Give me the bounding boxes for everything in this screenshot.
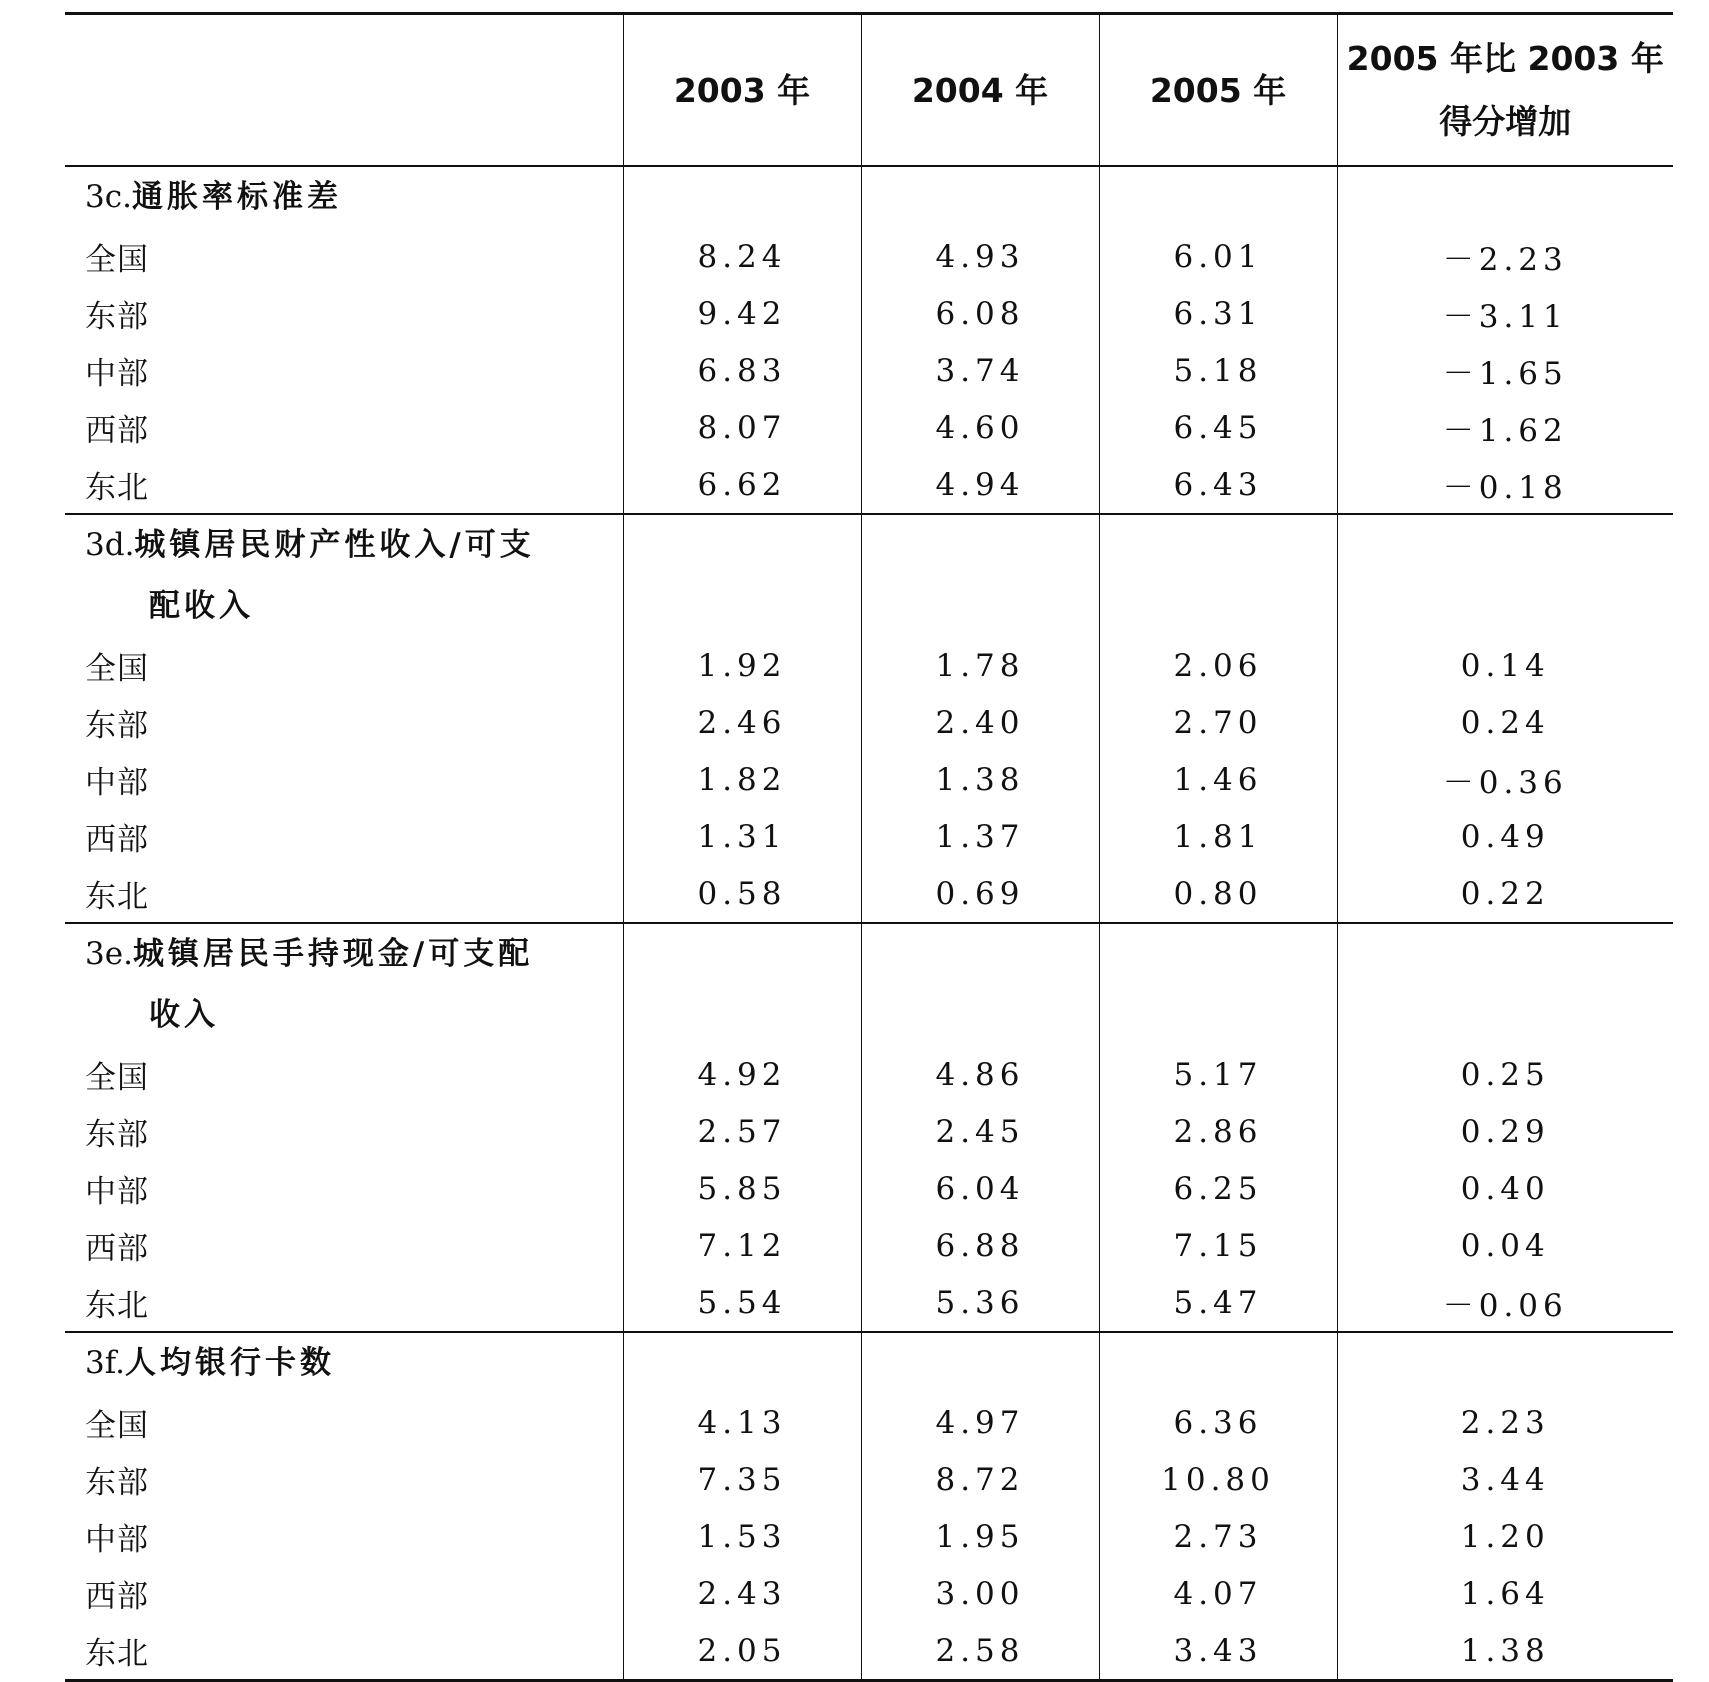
section-title-line1: 城镇居民财产性收入/可支 [134, 527, 535, 563]
value-2005: 3.43 [1099, 1622, 1337, 1681]
empty-cell [623, 923, 861, 1046]
value-2003: 1.82 [623, 751, 861, 808]
value-2005: 6.36 [1099, 1394, 1337, 1451]
section-title-line2: 收入 [149, 997, 219, 1033]
empty-cell [1337, 166, 1673, 228]
row-label: 东北 [65, 1274, 623, 1332]
table-row [65, 865, 1673, 923]
table-row [65, 1103, 1673, 1160]
table-row [65, 399, 1673, 456]
value-diff: 0.29 [1337, 1103, 1673, 1160]
value-diff: －1.62 [1337, 399, 1673, 456]
row-label: 全国 [85, 1060, 149, 1096]
row-label: 全国 [85, 1408, 149, 1444]
value-2004: 8.72 [861, 1451, 1099, 1508]
value-2003: 2.43 [623, 1565, 861, 1622]
value-diff: 1.64 [1337, 1565, 1673, 1622]
value-2003: 8.24 [623, 228, 861, 285]
table-row [65, 1274, 1673, 1332]
row-label: 西部 [85, 1579, 149, 1615]
header-2003: 2003 年 [623, 14, 861, 167]
value-2003: 4.92 [623, 1046, 861, 1103]
value-diff: －1.65 [1337, 342, 1673, 399]
value-2004: 4.94 [861, 456, 1099, 514]
row-label: 东北 [65, 865, 623, 923]
header-row [65, 14, 1673, 167]
section-code: 3c. [85, 179, 132, 215]
table-row [65, 1160, 1673, 1217]
value-2003: 7.35 [623, 1451, 861, 1508]
value-2004: 6.08 [861, 285, 1099, 342]
data-table [65, 12, 1673, 1682]
section-title [65, 1332, 623, 1394]
section-heading-row [65, 923, 1673, 1046]
value-2005: 5.47 [1099, 1274, 1337, 1332]
section-heading-row [65, 514, 1673, 637]
value-2005: 2.70 [1099, 694, 1337, 751]
section-title-line1: 通胀率标准差 [131, 179, 342, 215]
value-2004: 5.36 [861, 1274, 1099, 1332]
value-diff: 0.22 [1337, 865, 1673, 923]
section-title-line1: 城镇居民手持现金/可支配 [132, 936, 534, 972]
empty-cell [1099, 923, 1337, 1046]
header-diff-line1: 2005 年比 2003 年 [1346, 39, 1664, 78]
row-label: 西部 [85, 822, 149, 858]
value-2003: 1.92 [623, 637, 861, 694]
value-2003: 2.46 [623, 694, 861, 751]
value-2003: 8.07 [623, 399, 861, 456]
row-label: 中部 [85, 1174, 149, 1210]
header-diff [1337, 14, 1673, 167]
value-2003: 0.58 [623, 865, 861, 923]
value-2005: 7.15 [1099, 1217, 1337, 1274]
value-2004: 3.00 [861, 1565, 1099, 1622]
value-diff: －0.06 [1337, 1274, 1673, 1332]
row-label: 东部 [85, 1465, 149, 1501]
table-row [65, 228, 1673, 285]
value-2003: 2.57 [623, 1103, 861, 1160]
header-diff-line2: 得分增加 [1439, 102, 1572, 141]
value-2003: 6.83 [623, 342, 861, 399]
row-label: 东北 [65, 456, 623, 514]
value-diff: 2.23 [1337, 1394, 1673, 1451]
section-title [65, 514, 623, 637]
row-label: 中部 [85, 356, 149, 392]
table-row [65, 285, 1673, 342]
empty-cell [861, 1332, 1099, 1394]
row-label: 中部 [85, 1522, 149, 1558]
row-label: 全国 [85, 242, 149, 278]
value-2005: 6.45 [1099, 399, 1337, 456]
table-row [65, 1217, 1673, 1274]
value-2004: 2.45 [861, 1103, 1099, 1160]
value-diff: 0.49 [1337, 808, 1673, 865]
data-table-container [65, 12, 1673, 1682]
empty-cell [1337, 1332, 1673, 1394]
value-diff: 3.44 [1337, 1451, 1673, 1508]
value-2005: 0.80 [1099, 865, 1337, 923]
empty-cell [1099, 166, 1337, 228]
value-2004: 2.58 [861, 1622, 1099, 1681]
value-2005: 2.86 [1099, 1103, 1337, 1160]
value-diff: 0.25 [1337, 1046, 1673, 1103]
value-diff: 0.04 [1337, 1217, 1673, 1274]
table-row [65, 808, 1673, 865]
section-title-line2: 配收入 [149, 588, 254, 624]
table-row [65, 1508, 1673, 1565]
value-2004: 4.86 [861, 1046, 1099, 1103]
empty-cell [1099, 1332, 1337, 1394]
value-diff: －0.18 [1337, 456, 1673, 514]
empty-cell [1099, 514, 1337, 637]
value-2004: 3.74 [861, 342, 1099, 399]
section-code: 3f. [85, 1345, 125, 1381]
value-2005: 2.73 [1099, 1508, 1337, 1565]
value-diff: 1.38 [1337, 1622, 1673, 1681]
table-header [65, 14, 1673, 167]
section-group [65, 1332, 1673, 1681]
value-diff: －2.23 [1337, 228, 1673, 285]
section-title-line1: 人均银行卡数 [124, 1345, 335, 1381]
value-diff: 0.14 [1337, 637, 1673, 694]
value-diff: －3.11 [1337, 285, 1673, 342]
row-label: 东北 [65, 1622, 623, 1681]
value-2005: 6.43 [1099, 456, 1337, 514]
value-2005: 1.46 [1099, 751, 1337, 808]
empty-cell [1337, 923, 1673, 1046]
table-row [65, 751, 1673, 808]
table-row [65, 342, 1673, 399]
value-2004: 1.95 [861, 1508, 1099, 1565]
section-group [65, 923, 1673, 1332]
value-2004: 4.93 [861, 228, 1099, 285]
table-row [65, 1451, 1673, 1508]
value-2005: 5.17 [1099, 1046, 1337, 1103]
empty-cell [861, 166, 1099, 228]
table-row [65, 1622, 1673, 1681]
table-row [65, 1565, 1673, 1622]
value-2005: 2.06 [1099, 637, 1337, 694]
empty-cell [623, 1332, 861, 1394]
table-row [65, 1394, 1673, 1451]
row-label: 东部 [85, 299, 149, 335]
header-blank [65, 14, 623, 167]
value-2003: 1.53 [623, 1508, 861, 1565]
row-label: 西部 [85, 413, 149, 449]
empty-cell [861, 923, 1099, 1046]
value-2003: 2.05 [623, 1622, 861, 1681]
empty-cell [861, 514, 1099, 637]
empty-cell [1337, 514, 1673, 637]
header-2004: 2004 年 [861, 14, 1099, 167]
value-2004: 4.60 [861, 399, 1099, 456]
row-label: 全国 [85, 651, 149, 687]
value-2005: 6.25 [1099, 1160, 1337, 1217]
section-code: 3e. [85, 936, 133, 972]
row-label: 西部 [85, 1231, 149, 1267]
value-diff: 1.20 [1337, 1508, 1673, 1565]
value-2003: 1.31 [623, 808, 861, 865]
row-label: 东部 [85, 708, 149, 744]
value-2005: 6.01 [1099, 228, 1337, 285]
header-2005: 2005 年 [1099, 14, 1337, 167]
value-diff: 0.24 [1337, 694, 1673, 751]
value-2005: 10.80 [1099, 1451, 1337, 1508]
empty-cell [623, 514, 861, 637]
section-group [65, 514, 1673, 923]
value-2003: 4.13 [623, 1394, 861, 1451]
value-2005: 1.81 [1099, 808, 1337, 865]
value-2004: 0.69 [861, 865, 1099, 923]
value-2004: 6.88 [861, 1217, 1099, 1274]
value-2004: 1.37 [861, 808, 1099, 865]
value-2003: 7.12 [623, 1217, 861, 1274]
value-2004: 1.38 [861, 751, 1099, 808]
value-diff: －0.36 [1337, 751, 1673, 808]
value-2003: 5.54 [623, 1274, 861, 1332]
value-2004: 1.78 [861, 637, 1099, 694]
section-title [65, 923, 623, 1046]
table-row [65, 694, 1673, 751]
section-heading-row [65, 166, 1673, 228]
value-2004: 2.40 [861, 694, 1099, 751]
table-row [65, 456, 1673, 514]
value-2004: 4.97 [861, 1394, 1099, 1451]
table-row [65, 1046, 1673, 1103]
section-code: 3d. [85, 527, 135, 563]
section-title [65, 166, 623, 228]
value-2003: 5.85 [623, 1160, 861, 1217]
empty-cell [623, 166, 861, 228]
value-2003: 9.42 [623, 285, 861, 342]
value-2005: 5.18 [1099, 342, 1337, 399]
row-label: 东部 [85, 1117, 149, 1153]
section-heading-row [65, 1332, 1673, 1394]
section-group [65, 166, 1673, 514]
value-diff: 0.40 [1337, 1160, 1673, 1217]
row-label: 中部 [85, 765, 149, 801]
table-row [65, 637, 1673, 694]
value-2005: 6.31 [1099, 285, 1337, 342]
value-2005: 4.07 [1099, 1565, 1337, 1622]
value-2003: 6.62 [623, 456, 861, 514]
value-2004: 6.04 [861, 1160, 1099, 1217]
